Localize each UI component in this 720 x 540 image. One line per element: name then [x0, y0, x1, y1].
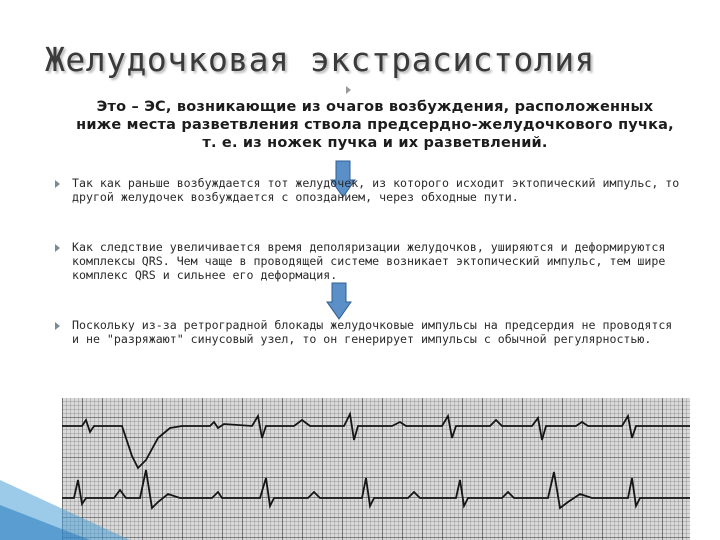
bullet-triangle-icon	[55, 180, 60, 188]
bullet-text-3: Поскольку из-за ретроградной блокады желудочковые импульсы на предсердия не проводятся и не "разряжают" синусовый узел, то он генерирует импульсы с обычной регулярностью.	[72, 318, 673, 346]
ecg-strip-image	[62, 398, 690, 540]
bullet-triangle-icon	[346, 86, 351, 94]
arrow-down-icon	[326, 282, 352, 320]
bullet-triangle-icon	[55, 322, 60, 330]
bullet-text-2: Как следствие увеличивается время деполяризации желудочков, уширяются и деформируются комплексы QRS. Чем чаще в проводящей системе возникает эктопический импульс, тем шире комплекс QRS и сильнее его деформация.	[72, 240, 666, 282]
ecg-traces	[62, 398, 690, 540]
ecg-trace-bottom	[62, 470, 690, 508]
bullet-text-1: Так как раньше возбуждается тот желудочек, из которого исходит эктопический импульс, то другой желудочек возбуждается с опозданием, через обходные пути.	[72, 176, 680, 204]
slide-title: Желудочковая экстрасистолия	[45, 40, 595, 79]
bullet-triangle-icon	[55, 244, 60, 252]
corner-decoration	[0, 450, 130, 540]
ecg-trace-top	[62, 414, 690, 468]
intro-definition: Это – ЭС, возникающие из очагов возбуждения, расположенных ниже места разветвления ствола предсердно-желудочкового пучка, т. е. из ножек пучка и их разветвлений.	[76, 99, 674, 151]
